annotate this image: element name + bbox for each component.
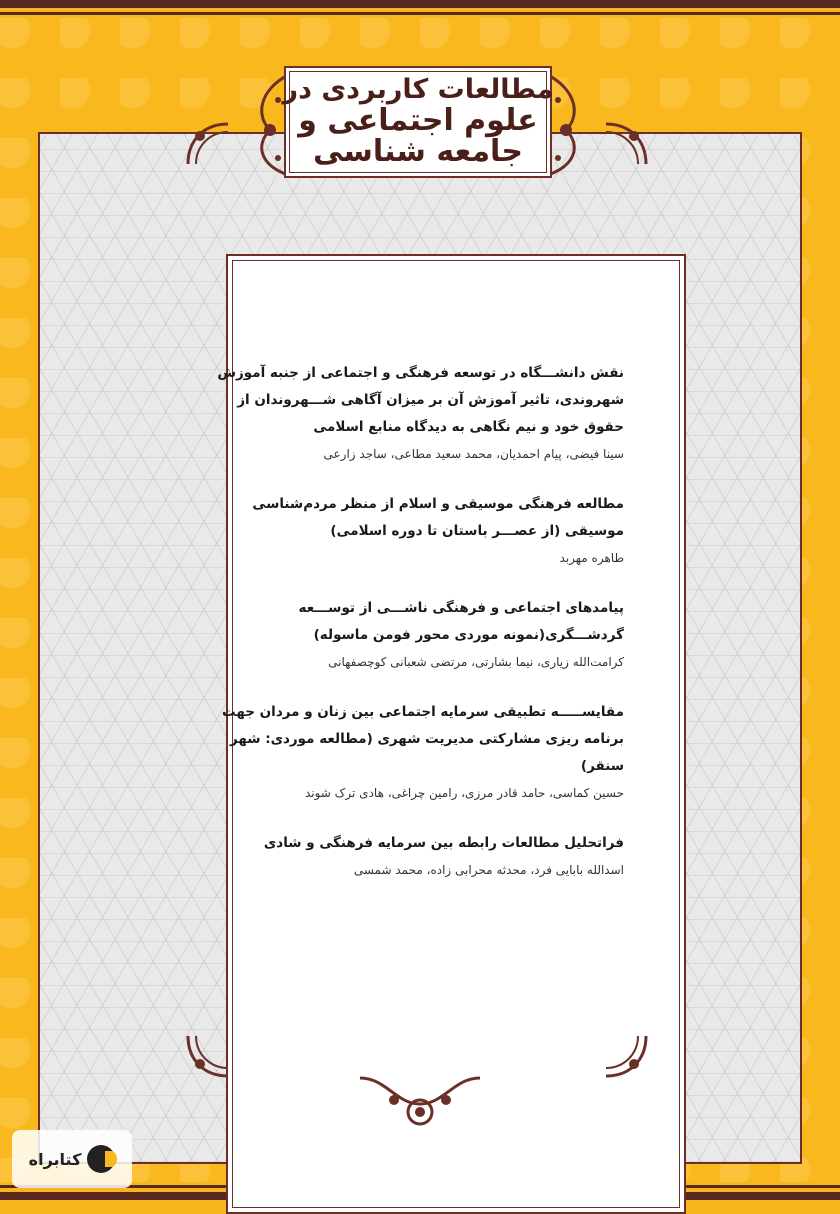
ornament-bottom-left (186, 1034, 230, 1078)
article-entry[interactable] (210, 595, 624, 673)
article-entry[interactable] (210, 360, 624, 465)
journal-title-box (284, 66, 552, 178)
article-authors: کرامت‌الله زیاری، نیما بشارتی، مرتضی شعبانی کوچصفهانی (328, 655, 624, 669)
article-authors: حسین کماسی، حامد قادر مرزی، رامین چراغی، هادی ترک شوند (304, 786, 624, 800)
article-title: مطالعه فرهنگی موسیقی و اسلام از منظر مردم‌شناسی موسیقی (از عصـــر باستان تا دوره اسلامی) (252, 496, 624, 539)
article-entry[interactable] (210, 491, 624, 569)
ornament-corner-left (186, 122, 230, 166)
article-title: مقایســـــه تطبیقی سرمایه اجتماعی بین زنان و مردان جهت برنامه ریزی مشارکتی مدیریت شهری (مطالعه موردی: شهر سنقر) (222, 704, 624, 774)
article-entry[interactable] (210, 699, 624, 804)
article-title: پیامدهای اجتماعی و فرهنگی ناشـــی از توســـعه گردشـــگری(نمونه موردی محور فومن ماسوله) (298, 600, 624, 643)
journal-title-line-2: علوم اجتماعی و (298, 102, 538, 138)
journal-title-line-3: جامعه شناسی (313, 134, 523, 170)
article-authors: طاهره مهربد (559, 551, 624, 565)
top-border-thin (0, 12, 840, 15)
ornament-corner-right (604, 122, 648, 166)
article-entry[interactable] (210, 830, 624, 881)
ketabrah-logo-icon (87, 1145, 115, 1173)
article-authors: سینا فیضی، پیام احمدیان، محمد سعید مطاعی، ساجد زارعی (323, 447, 624, 461)
journal-title-line-1: مطالعات کاربردی در (282, 74, 554, 106)
ornament-bottom-center (356, 1074, 484, 1130)
top-border-band (0, 0, 840, 8)
article-title: فراتحلیل مطالعات رابطه بین سرمایه فرهنگی و شادی (263, 835, 624, 851)
ornament-bottom-right (604, 1034, 648, 1078)
table-of-contents (210, 360, 624, 907)
article-authors: اسدالله بابایی فرد، محدثه محرابی زاده، محمد شمسی (353, 863, 624, 877)
watermark-text: کتابراه (28, 1149, 82, 1169)
article-title: نقش دانشـــگاه در توسعه فرهنگی و اجتماعی از جنبه آموزش شهروندی، تاثیر آموزش آن بر میزان آگاهی شـــهروندان از حقوق خود و نیم نگاهی به دیدگاه منابع اسلامی (217, 365, 624, 435)
ketabrah-watermark[interactable] (12, 1130, 132, 1188)
